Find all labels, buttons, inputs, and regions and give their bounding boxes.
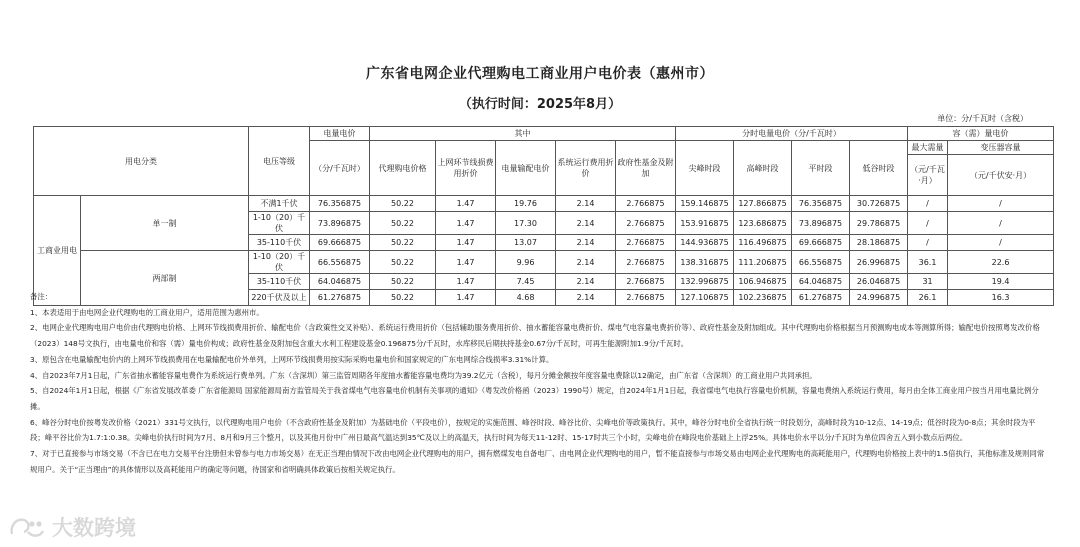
cell: 102.236875 [734,290,792,306]
watermark [8,512,136,542]
cell: 22.6 [948,251,1054,274]
note-item: 5、自2024年1月1日起，根据《广东省发展改革委 广东省能源局 国家能源局南方监管局关于我省煤电气电容量电价机制有关事项的通知》（粤发改价格函（2023）1990号）规定，自2024年1月1日起，我省煤电气电执行容量电价机制，容量电费纳入系统运行费用，每月由全体工商业用户按当月用电量比例分摊。 [30,386,1039,411]
cell: 2.766875 [616,274,676,290]
cell: 1.47 [436,290,496,306]
cell: 17.30 [496,212,556,235]
header-capacity: 容（需）量电价 [908,127,1054,141]
cell: 50.22 [370,274,436,290]
cell: 76.356875 [310,196,370,212]
note-item: 3、原包含在电量输配电价内的上网环节线损费用在电量输配电价外单列，上网环节线损费用按实际采购电量电价和国家规定的广东电网综合线损率3.31%计算。 [30,354,554,364]
cell: 127.106875 [676,290,734,306]
single-system-label: 单一制 [81,196,249,251]
cell: 31 [908,274,948,290]
cell: / [948,235,1054,251]
notes-section [30,289,1050,477]
header-max-demand: 最大需量 [908,141,948,155]
cell: 30.726875 [850,196,908,212]
cell: 不满1千伏 [249,196,310,212]
cell: 1.47 [436,274,496,290]
cell: 111.206875 [734,251,792,274]
cell: 2.14 [556,274,616,290]
cell: 9.96 [496,251,556,274]
header-energy-price: 电量电价 [310,127,370,141]
header-col-agent-price: 代理购电价格 [370,141,436,196]
header-tou-flat: 平时段 [792,141,850,196]
logo-icon [8,514,46,540]
cell: 2.14 [556,251,616,274]
cell: 50.22 [370,196,436,212]
cell: 2.766875 [616,235,676,251]
cell: 13.07 [496,235,556,251]
table-title: 广东省电网企业代理购电工商业用户电价表（惠州市） [366,66,714,82]
cell: 4.68 [496,290,556,306]
watermark-text: 大数跨境 [52,516,136,540]
cell: 76.356875 [792,196,850,212]
table-row [34,251,1054,274]
cell: / [908,196,948,212]
cell: 153.916875 [676,212,734,235]
cell: 2.14 [556,196,616,212]
cell: 19.76 [496,196,556,212]
cell: 2.766875 [616,290,676,306]
cell: 7.45 [496,274,556,290]
unit-label: 单位：分/千瓦时（含税） [937,114,1028,123]
cell: 35-110千伏 [249,274,310,290]
cell: 1.47 [436,235,496,251]
price-table [33,126,1054,306]
table-subtitle: （执行时间：2025年8月） [458,97,622,112]
cell: 2.766875 [616,212,676,235]
note-item: 7、对于已直接参与市场交易（不含已在电力交易平台注册但未曾参与电力市场交易）在无正当理由情况下改由电网企业代理购电的用户，拥有燃煤发电自备电厂、由电网企业代理购电的用户，暂不能直接参与市场交易由电网企业代理购电的高耗能用户，代理购电价格按上表中的1.5倍执行，其他标准及规则同常规用户。关于“正当理由”的具体情形以及高耗能用户的确定等问题，待国家和省明确具体政策后按相关规定执行。 [30,449,1045,474]
cell: 64.046875 [310,274,370,290]
header-tou-valley: 低谷时段 [850,141,908,196]
header-of-which: 其中 [370,127,676,141]
cell: 50.22 [370,235,436,251]
cell: 69.666875 [310,235,370,251]
cell: 28.186875 [850,235,908,251]
cell: 61.276875 [310,290,370,306]
dual-system-label: 两部制 [81,251,249,306]
cell: / [948,196,1054,212]
cell: 66.556875 [310,251,370,274]
cell: 24.996875 [850,290,908,306]
table-row [34,196,1054,212]
cell: 61.276875 [792,290,850,306]
header-col-gov-fund: 政府性基金及附加 [616,141,676,196]
cell: 73.896875 [310,212,370,235]
header-category: 用电分类 [34,127,249,196]
note-item: 1、本表适用于由电网企业代理购电的工商业用户，适用范围为惠州市。 [30,307,264,317]
cell: 66.556875 [792,251,850,274]
header-col-line-loss: 上网环节线损费用折价 [436,141,496,196]
cell: 132.996875 [676,274,734,290]
header-energy-price-unit: （分/千瓦时） [310,141,370,196]
cell: 2.14 [556,235,616,251]
cell: 2.14 [556,212,616,235]
cell: 159.146875 [676,196,734,212]
cell: / [908,235,948,251]
note-item: 4、自2023年7月1日起，广东省抽水蓄能容量电费作为系统运行费单列。广东（含深圳）第三监管周期各年度抽水蓄能容量电费均为39.2亿元（含税），每月分摊金额按年度容量电费除以12确定，由广东省（含深圳）的工商业用户共同承担。 [30,370,817,380]
note-item: 6、峰谷分时电价按粤发改价格（2021）331号文执行，以代理购电用户电价（不含政府性基金及附加）为基础电价（平段电价），按规定的实施范围、峰谷时段、峰谷比价、尖峰电价等政策执行。其中，峰谷分时电价全省执行统一时段划分，高峰时段为10-12点、14-19点；低谷时段为0-8点；其余时段为平段；峰平谷比价为1.7:1:0.38。尖峰电价执行时间为7月、8月和9月三个整月，以及其他月份中广州日最高气温达到35℃及以上的高温天，执行时间为每天11-12时、15-17时共三个小时，尖峰电价在峰段电价基础上上浮25%。具体电价水平以分/千瓦时为单位四舍五入到小数点后两位。 [30,417,1036,443]
cell: 26.996875 [850,251,908,274]
cell: / [908,212,948,235]
cell: 19.4 [948,274,1054,290]
cell: 50.22 [370,212,436,235]
header-tou: 分时电量电价（分/千瓦时） [676,127,908,141]
cell: 35-110千伏 [249,235,310,251]
cell: 1.47 [436,196,496,212]
header-transformer: 变压器容量 [948,141,1054,155]
cell: 69.666875 [792,235,850,251]
cell: 106.946875 [734,274,792,290]
notes-heading: 备注： [30,292,53,301]
cell: 16.3 [948,290,1054,306]
cell: 50.22 [370,251,436,274]
cell: 26.046875 [850,274,908,290]
cell: 1.47 [436,212,496,235]
row-group-label: 工商业用电 [34,196,81,306]
header-col-transmission: 电量输配电价 [496,141,556,196]
note-item: 2、电网企业代理购电用户电价由代理购电价格、上网环节线损费用折价、输配电价（含政策性交叉补贴）、系统运行费用折价（包括辅助服务费用折价、抽水蓄能容量电费折价、煤电气电容量电费折价等）、政府性基金及附加组成。其中代理购电价格根据当月预测购电成本等测算所得；输配电价按照粤发改价格（2023）148号文执行，由电量电价和容（需）量电价构成；政府性基金及附加包含重大水利工程建设基金0.196875分/千瓦时，水库移民后期扶持基金0.67分/千瓦时，可再生能源附加1.9分/千瓦时。 [30,323,1040,349]
cell: 73.896875 [792,212,850,235]
cell: / [948,212,1054,235]
cell: 138.316875 [676,251,734,274]
cell: 64.046875 [792,274,850,290]
cell: 1-10（20）千伏 [249,251,310,274]
cell: 1.47 [436,251,496,274]
cell: 220千伏及以上 [249,290,310,306]
cell: 26.1 [908,290,948,306]
cell: 2.14 [556,290,616,306]
header-tou-peak: 尖峰时段 [676,141,734,196]
cell: 29.786875 [850,212,908,235]
cell: 50.22 [370,290,436,306]
header-tou-high: 高峰时段 [734,141,792,196]
cell: 123.686875 [734,212,792,235]
cell: 116.496875 [734,235,792,251]
header-col-system-cost: 系统运行费用折价 [556,141,616,196]
cell: 2.766875 [616,196,676,212]
header-voltage: 电压等级 [249,127,310,196]
cell: 2.766875 [616,251,676,274]
cell: 36.1 [908,251,948,274]
cell: 144.936875 [676,235,734,251]
header-max-demand-unit: （元/千瓦·月） [908,155,948,196]
cell: 127.866875 [734,196,792,212]
cell: 1-10（20）千伏 [249,212,310,235]
header-transformer-unit: （元/千伏安·月） [948,155,1054,196]
